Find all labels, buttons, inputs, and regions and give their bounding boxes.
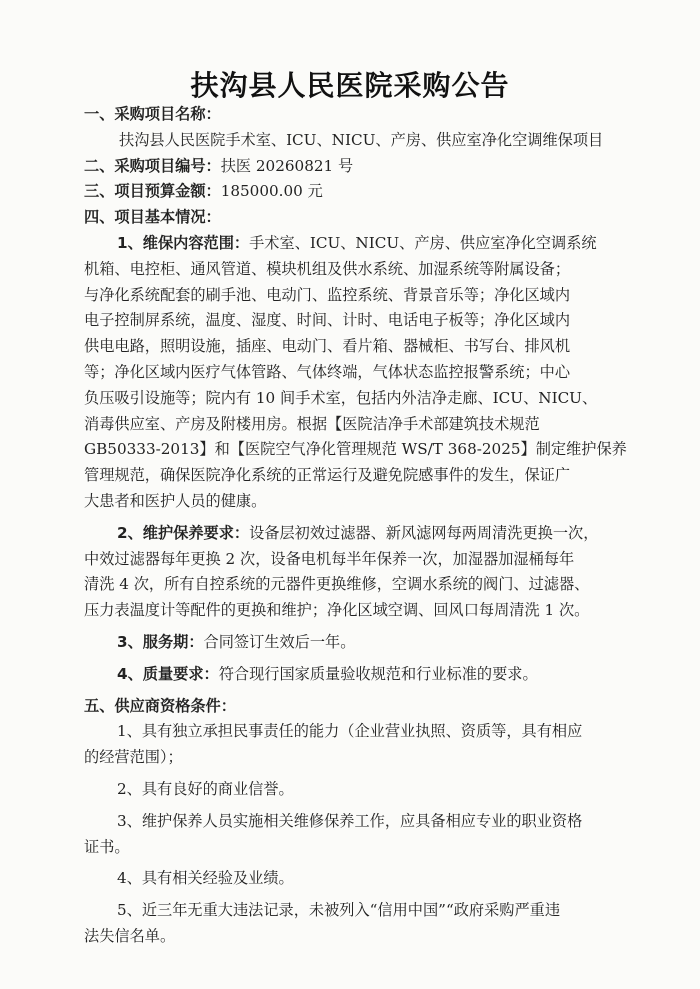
p1-line: 与净化系统配套的刷手池、电动门、监控系统、背景音乐等；净化区域内 <box>84 285 570 304</box>
qual-item-1: 1、具有独立承担民事责任的能力（企业营业执照、资质等，具有相应 <box>117 722 583 741</box>
project-number: 扶医 20260821 号 <box>220 156 354 175</box>
section-4-heading: 四、项目基本情况： <box>84 208 221 227</box>
qual-item-5-cont: 法失信名单。 <box>84 926 176 945</box>
p2-label: 2、维护保养要求： <box>117 523 250 542</box>
p1-line: 管理规范，确保医院净化系统的正常运行及避免院感事件的发生，保证广 <box>84 466 570 485</box>
p2-line-0 <box>84 521 644 547</box>
p2-line: 压力表温度计等配件的更换和维护；净化区域空调、回风口每周清洗 1 次。 <box>84 601 590 620</box>
qual-item-5: 5、近三年无重大违法记录，未被列入“信用中国”“政府采购严重违 <box>117 901 561 920</box>
p1-line: 负压吸引设施等；院内有 10 间手术室，包括内外洁净走廊、ICU、NICU、 <box>84 388 598 407</box>
p2-line: 中效过滤器每年更换 2 次，设备电机每半年保养一次，加湿器加湿桶每年 <box>84 549 575 568</box>
section-1-heading: 一、采购项目名称： <box>84 105 221 123</box>
p1-line: 机箱、电控柜、通风管道、模块机组及供水系统、加湿系统等附属设备； <box>84 259 570 278</box>
p1-line: 电子控制屏系统，温度、湿度、时间、计时、电话电子板等；净化区域内 <box>84 311 570 330</box>
section-3 <box>84 179 644 205</box>
p1-line-0 <box>84 231 644 257</box>
p4-label: 4、质量要求： <box>117 664 219 683</box>
qual-item-4: 4、具有相关经验及业绩。 <box>117 869 294 888</box>
section-3-heading: 三、项目预算金额： <box>84 182 221 201</box>
p4-line <box>84 662 644 688</box>
p1-line: 大患者和医护人员的健康。 <box>84 491 267 510</box>
p1-line: 等；净化区域内医疗气体管路、气体终端，气体状态监控报警系统；中心 <box>84 362 570 381</box>
section-5-heading: 五、供应商资格条件： <box>84 696 236 715</box>
qual-item-1-cont: 的经营范围）； <box>84 748 183 767</box>
p2-text: 设备层初效过滤器、新风滤网每两周清洗更换一次， <box>249 523 599 542</box>
qual-item-2: 2、具有良好的商业信誉。 <box>117 779 294 798</box>
qual-item-3-cont: 证书。 <box>84 837 130 856</box>
p1-label: 1、维保内容范围： <box>117 233 250 252</box>
p4-text: 符合现行国家质量验收规范和行业标准的要求。 <box>218 664 538 683</box>
p1-line: GB50333-2013】和【医院空气净化管理规范 WS/T 368-2025】制定维护保养 <box>84 440 627 459</box>
p1-text: 手术室、ICU、NICU、产房、供应室净化空调系统 <box>249 233 597 252</box>
qual-item-3: 3、维护保养人员实施相关维修保养工作，应具备相应专业的职业资格 <box>117 811 583 830</box>
p1-line: 供电电路，照明设施，插座、电动门、看片箱、器械柜、书写台、排风机 <box>84 337 570 356</box>
document-body <box>84 102 644 950</box>
p3-line <box>84 630 644 656</box>
p3-text: 合同签订生效后一年。 <box>203 632 356 651</box>
budget-amount: 185000.00 元 <box>220 182 323 201</box>
project-name: 扶沟县人民医院手术室、ICU、NICU、产房、供应室净化空调维保项目 <box>119 130 604 149</box>
p1-line: 消毒供应室、产房及附楼用房。根据【医院洁净手术部建筑技术规范 <box>84 414 540 433</box>
p3-label: 3、服务期： <box>117 632 204 651</box>
page-title: 扶沟县人民医院采购公告 <box>190 69 510 102</box>
p2-line: 清洗 4 次，所有自控系统的元器件更换维修，空调水系统的阀门、过滤器、 <box>84 575 590 594</box>
section-2-heading: 二、采购项目编号： <box>84 156 221 175</box>
section-2 <box>84 154 644 180</box>
